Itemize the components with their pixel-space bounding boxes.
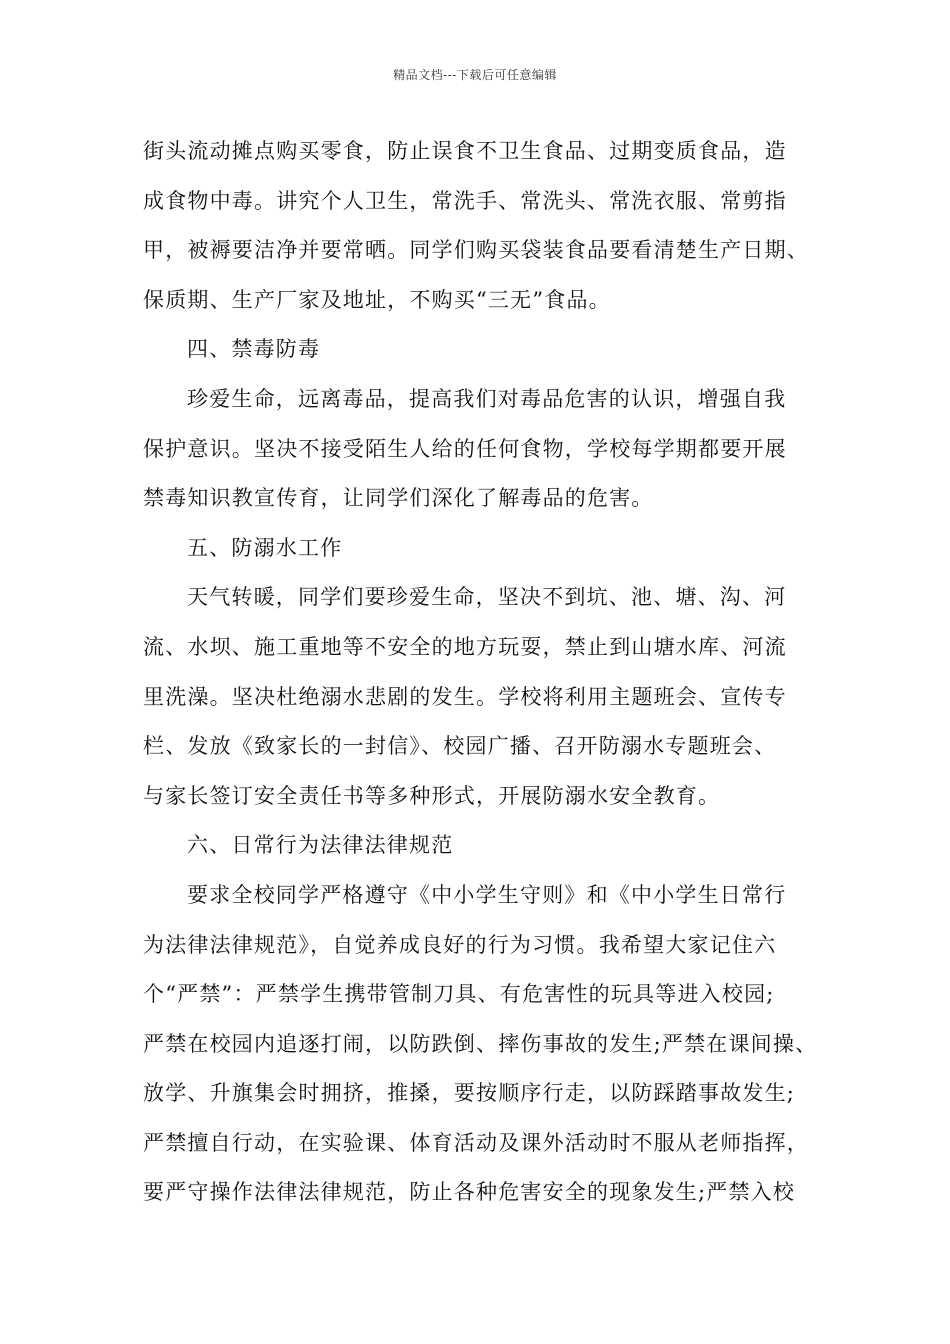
text-line: 为法律法律规范》，自觉养成良好的行为习惯。我希望大家记住六: [143, 932, 777, 957]
section-heading: 四、禁毒防毒: [187, 337, 321, 362]
page-header: 精品文档---下载后可任意编辑: [393, 68, 557, 82]
text-line: 禁毒知识教宣传育，让同学们深化了解毒品的危害。: [143, 486, 654, 511]
section-heading: 六、日常行为法律法律规范: [187, 833, 454, 858]
document-body: [143, 127, 833, 1218]
text-line: 个“严禁”：严禁学生携带管制刀具、有危害性的玩具等进入校园;: [143, 982, 775, 1007]
text-line: 严禁擅自行动，在实验课、体育活动及课外活动时不服从老师指挥，: [143, 1130, 809, 1155]
text-line: 街头流动摊点购买零食，防止误食不卫生食品、过期变质食品，造: [143, 139, 787, 163]
text-line: 珍爱生命，远离毒品，提高我们对毒品危害的认识，增强自我: [187, 386, 787, 411]
text-line: 要求全校同学严格遵守《中小学生守则》和《中小学生日常行: [187, 882, 787, 907]
text-line: 天气转暖，同学们要珍爱生命，坚决不到坑、池、塘、沟、河: [187, 585, 787, 610]
text-line: 保护意识。坚决不接受陌生人给的任何食物，学校每学期都要开展: [143, 436, 787, 461]
text-line: 栏、发放《致家长的一封信》、校园广播、召开防溺水专题班会、: [143, 734, 777, 759]
text-line: 成食物中毒。讲究个人卫生，常洗手、常洗头、常洗衣服、常剪指: [143, 188, 787, 213]
text-line: 要严守操作法律法律规范，防止各种危害安全的现象发生;严禁入校: [143, 1180, 796, 1205]
text-line: 甲，被褥要洁净并要常晒。同学们购买袋装食品要看清楚生产日期、: [143, 238, 809, 263]
text-line: 保质期、生产厂家及地址，不购买“三无”食品。: [143, 287, 611, 312]
text-line: 里洗澡。坚决杜绝溺水悲剧的发生。学校将利用主题班会、宣传专: [143, 684, 787, 709]
section-heading: 五、防溺水工作: [187, 535, 343, 560]
text-line: 与家长签订安全责任书等多种形式，开展防溺水安全教育。: [143, 783, 721, 808]
text-line: 流、水坝、施工重地等不安全的地方玩耍，禁止到山塘水库、河流: [143, 634, 787, 659]
text-line: 放学、升旗集会时拥挤，推搡，要按顺序行走，以防踩踏事故发生;: [143, 1081, 796, 1106]
text-line: 严禁在校园内追逐打闹，以防跌倒、摔伤事故的发生;严禁在课间操、: [143, 1031, 818, 1056]
